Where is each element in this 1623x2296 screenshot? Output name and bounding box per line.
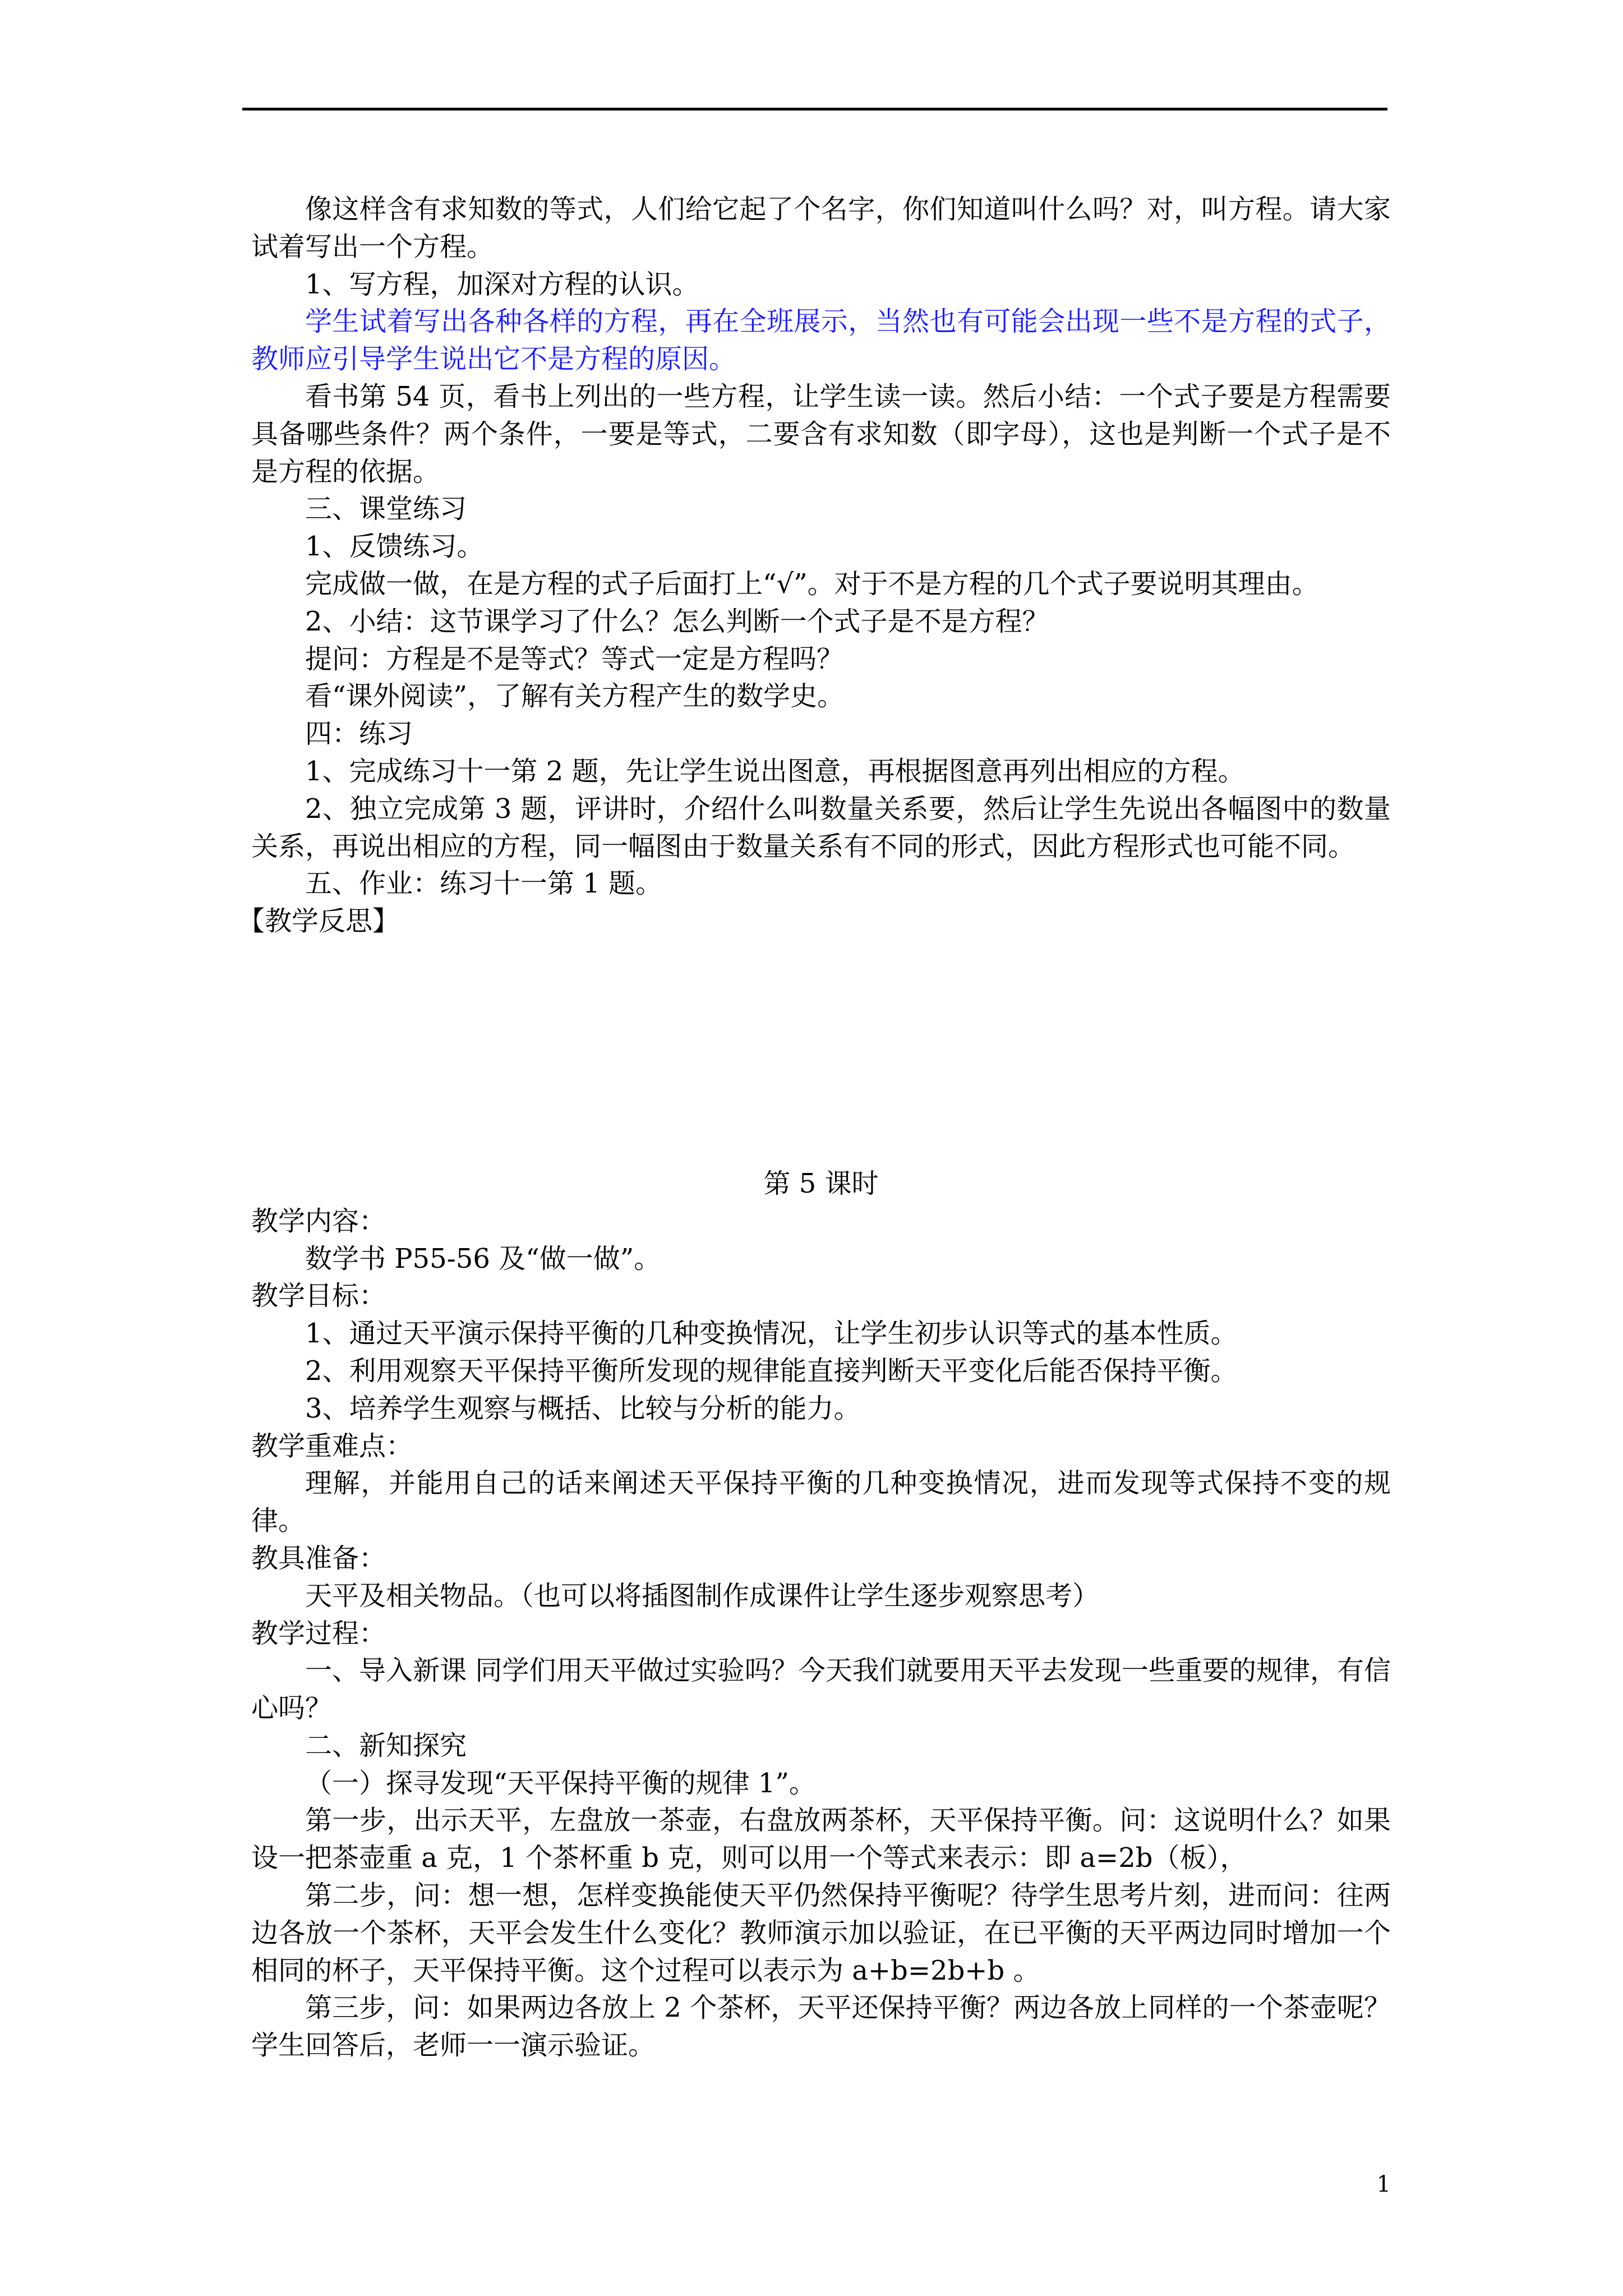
- paragraph: （一）探寻发现“天平保持平衡的规律 1”。: [305, 1767, 816, 1799]
- paragraph: 天平及相关物品。（也可以将插图制作成课件让学生逐步观察思考）: [305, 1580, 1100, 1612]
- paragraph: 提问：方程是不是等式？等式一定是方程吗？: [305, 643, 844, 675]
- paragraph: 五、作业：练习十一第 1 题。: [305, 868, 663, 900]
- lesson-4-continuation: [238, 191, 1391, 940]
- paragraph: 第三步，问：如果两边各放上 2 个茶杯，天平还保持平衡？两边各放上同样的一个茶壶呢？学生回答后，老师一一演示验证。: [251, 1992, 1391, 2062]
- paragraph: 1、通过天平演示保持平衡的几种变换情况，让学生初步认识等式的基本性质。: [305, 1318, 1238, 1350]
- paragraph: 一、导入新课 同学们用天平做过实验吗？今天我们就要用天平去发现一些重要的规律，有信心吗？: [251, 1655, 1391, 1724]
- paragraph: 【教学反思】: [238, 905, 400, 937]
- paragraph: 教具准备：: [251, 1542, 386, 1574]
- paragraph: 第一步，出示天平，左盘放一茶壶，右盘放两茶杯，天平保持平衡。问：这说明什么？如果设一把茶壶重 a 克，1 个茶杯重 b 克，则可以用一个等式来表示：即 a=2b（板），: [251, 1805, 1391, 1874]
- paragraph: 像这样含有求知数的等式，人们给它起了个名字，你们知道叫什么吗？对，叫方程。请大家试着写出一个方程。: [251, 194, 1391, 263]
- paragraph: 3、培养学生观察与概括、比较与分析的能力。: [305, 1392, 861, 1424]
- paragraph: 1、写方程，加深对方程的认识。: [305, 268, 699, 300]
- paragraph: 学生试着写出各种各样的方程，再在全班展示，当然也有可能会出现一些不是方程的式子，教师应引导学生说出它不是方程的原因。: [251, 306, 1391, 375]
- paragraph: 理解，并能用自己的话来阐述天平保持平衡的几种变换情况，进而发现等式保持不变的规律。: [251, 1467, 1391, 1537]
- lesson-title: 第 5 课时: [763, 1167, 879, 1199]
- paragraph: 教学内容：: [251, 1205, 386, 1237]
- paragraph: 数学书 P55-56 及“做一做”。: [305, 1243, 661, 1274]
- paragraph: 教学重难点：: [251, 1430, 413, 1462]
- paragraph: 教学目标：: [251, 1280, 386, 1312]
- paragraph: 2、小结：这节课学习了什么？怎么判断一个式子是不是方程？: [305, 605, 1049, 637]
- paragraph: 1、反馈练习。: [305, 531, 484, 563]
- document-body: [238, 191, 1391, 2064]
- paragraph: 三、课堂练习: [305, 493, 467, 525]
- paragraph: 完成做一做，在是方程的式子后面打上“√”。对于不是方程的几个式子要说明其理由。: [305, 568, 1319, 600]
- section-gap: [251, 940, 1391, 1165]
- paragraph: 看“课外阅读”，了解有关方程产生的数学史。: [305, 680, 845, 712]
- paragraph: 四：练习: [305, 718, 413, 750]
- page-number: 1: [1376, 2171, 1391, 2197]
- lesson-5: [251, 1203, 1391, 2064]
- paragraph: 教学过程：: [251, 1617, 386, 1649]
- paragraph: 2、独立完成第 3 题，评讲时，介绍什么叫数量关系要，然后让学生先说出各幅图中的数量关系，再说出相应的方程，同一幅图由于数量关系有不同的形式，因此方程形式也可能不同。: [251, 793, 1391, 862]
- paragraph: 第二步，问：想一想，怎样变换能使天平仍然保持平衡呢？待学生思考片刻，进而问：往两边各放一个茶杯，天平会发生什么变化？教师演示加以验证，在已平衡的天平两边同时增加一个相同的杯子，天平保持平衡。这个过程可以表示为 a+b=2b+b 。: [251, 1880, 1391, 1986]
- header-rule: [242, 108, 1387, 111]
- paragraph: 1、完成练习十一第 2 题，先让学生说出图意，再根据图意再列出相应的方程。: [305, 755, 1245, 787]
- paragraph: 二、新知探究: [305, 1729, 467, 1761]
- paragraph: 看书第 54 页，看书上列出的一些方程，让学生读一读。然后小结：一个式子要是方程需要具备哪些条件？两个条件，一要是等式，二要含有求知数（即字母），这也是判断一个式子是不是方程的依据。: [251, 380, 1391, 487]
- paragraph: 2、利用观察天平保持平衡所发现的规律能直接判断天平变化后能否保持平衡。: [305, 1355, 1238, 1387]
